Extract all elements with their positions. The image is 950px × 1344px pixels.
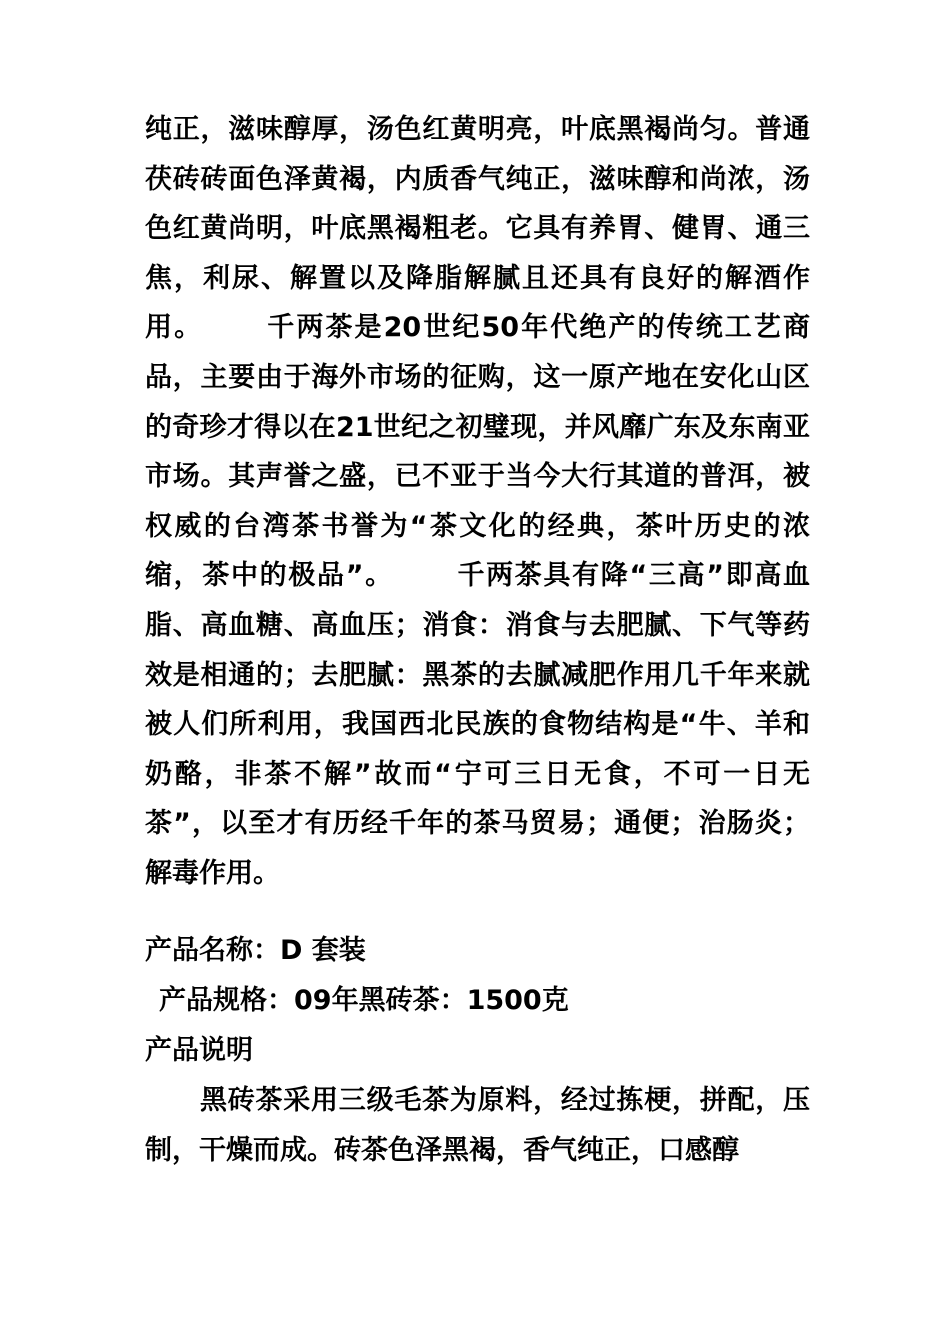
product-spec-line: 产品规格：09年黑砖茶：1500克 — [159, 985, 569, 1016]
paragraph-segment-3: 千两茶具有降“三高”即高血脂、高血糖、高血压；消食：消食与去肥腻、下气等药效是相通的；去肥腻：黑茶的去腻减肥作用几千年来就被人们所利用，我国西北民族的食物结构是“牛、羊和奶酪，非茶不解”故而“宁可三日无食，不可一日无茶”，以至才有历经千年的茶马贸易；通便；治肠炎；解毒作用。 — [145, 560, 810, 889]
product-desc-heading: 产品说明 — [145, 1035, 253, 1066]
paragraph-segment-2: 千两茶是20世纪50年代绝产的传统工艺商品，主要由于海外市场的征购，这一原产地在安化山区的奇珍才得以在21世纪之初璧现，并风靡广东及东南亚市场。其声誉之盛，已不亚于当今大行其道的普洱，被权威的台湾茶书誉为“茶文化的经典，茶叶历史的浓缩，茶中的极品”。 — [145, 312, 810, 592]
body-paragraph — [145, 105, 810, 899]
product-description — [145, 1076, 810, 1175]
product-description-text: 黑砖茶采用三级毛茶为原料，经过拣梗，拼配，压制，干燥而成。砖茶色泽黑褐，香气纯正，口感醇 — [145, 1085, 810, 1166]
paragraph-text — [145, 105, 810, 899]
paragraph-segment-1: 纯正，滋味醇厚，汤色红黄明亮，叶底黑褐尚匀。普通茯砖砖面色泽黄褐，内质香气纯正，滋味醇和尚浓，汤色红黄尚明，叶底黑褐粗老。它具有养胃、健胃、通三焦，利尿、解置以及降脂解腻且还具有良好的解酒作用。 — [145, 114, 810, 344]
product-name-line: 产品名称：D 套装 — [145, 935, 366, 966]
